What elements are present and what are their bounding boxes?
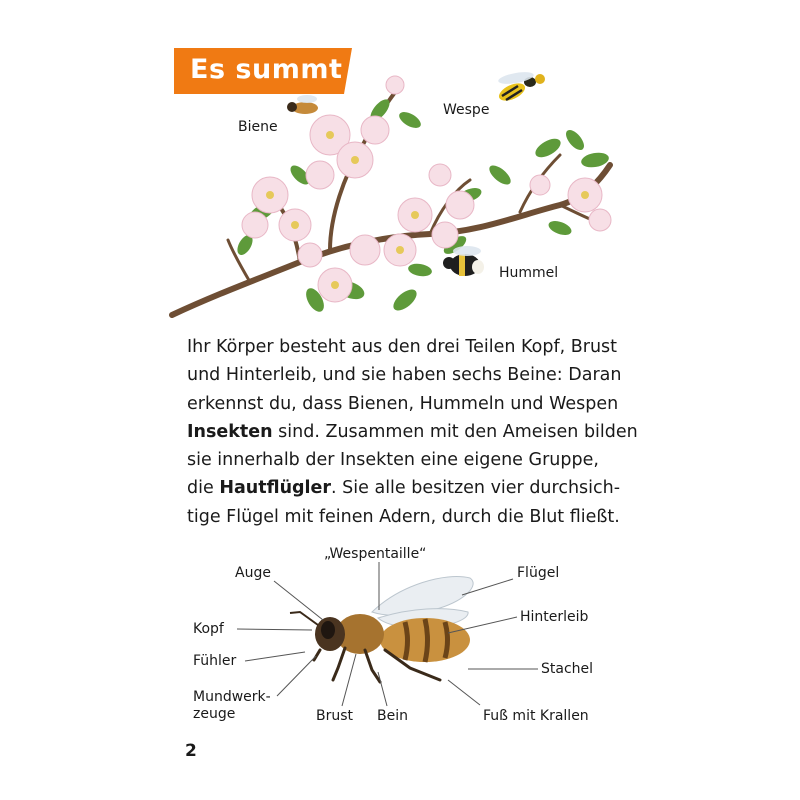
label-wespe: Wespe	[443, 102, 490, 118]
label-auge: Auge	[235, 565, 271, 581]
label-mundwerkzeuge	[193, 689, 271, 723]
paragraph-line: erkennst du, dass Bienen, Hummeln und Wespen	[187, 393, 619, 414]
paragraph-fragment: sind. Zusammen mit den Ameisen bilden	[272, 421, 638, 442]
paragraph-line: sie innerhalb der Insekten eine eigene Gruppe,	[187, 450, 599, 471]
label-brust: Brust	[316, 708, 354, 724]
bee-antenna	[290, 612, 318, 625]
paragraph-line: Ihr Körper besteht aus den drei Teilen Kopf, Brust	[187, 337, 618, 357]
label-stachel: Stachel	[541, 661, 594, 677]
label-mundwerkzeuge-line1: Mundwerk-	[193, 689, 271, 705]
label-hinterleib: Hinterleib	[520, 609, 589, 625]
paragraph-fragment: die	[187, 478, 220, 499]
label-fluegel: Flügel	[517, 565, 560, 581]
label-fuss-mit-krallen: Fuß mit Krallen	[483, 708, 589, 724]
label-bein: Bein	[377, 708, 408, 724]
page-number: 2	[185, 741, 197, 761]
label-mundwerkzeuge-line2: zeuge	[193, 706, 236, 722]
paragraph-line: und Hinterleib, und sie haben sechs Beine: Daran	[187, 365, 622, 386]
label-fuehler: Fühler	[193, 653, 237, 669]
paragraph-fragment: . Sie alle besitzen vier durchsich-	[331, 478, 621, 499]
label-kopf: Kopf	[193, 621, 224, 637]
label-biene: Biene	[238, 119, 278, 135]
label-hummel: Hummel	[499, 265, 559, 281]
term-hautfluegler: Hautflügler	[219, 478, 332, 499]
label-wespentaille: „Wespentaille“	[324, 546, 427, 562]
term-insekten: Insekten	[187, 421, 273, 442]
paragraph-line: tige Flügel mit feinen Adern, durch die Blut fließt.	[187, 506, 620, 527]
page-title: Es summt ...	[190, 54, 385, 85]
